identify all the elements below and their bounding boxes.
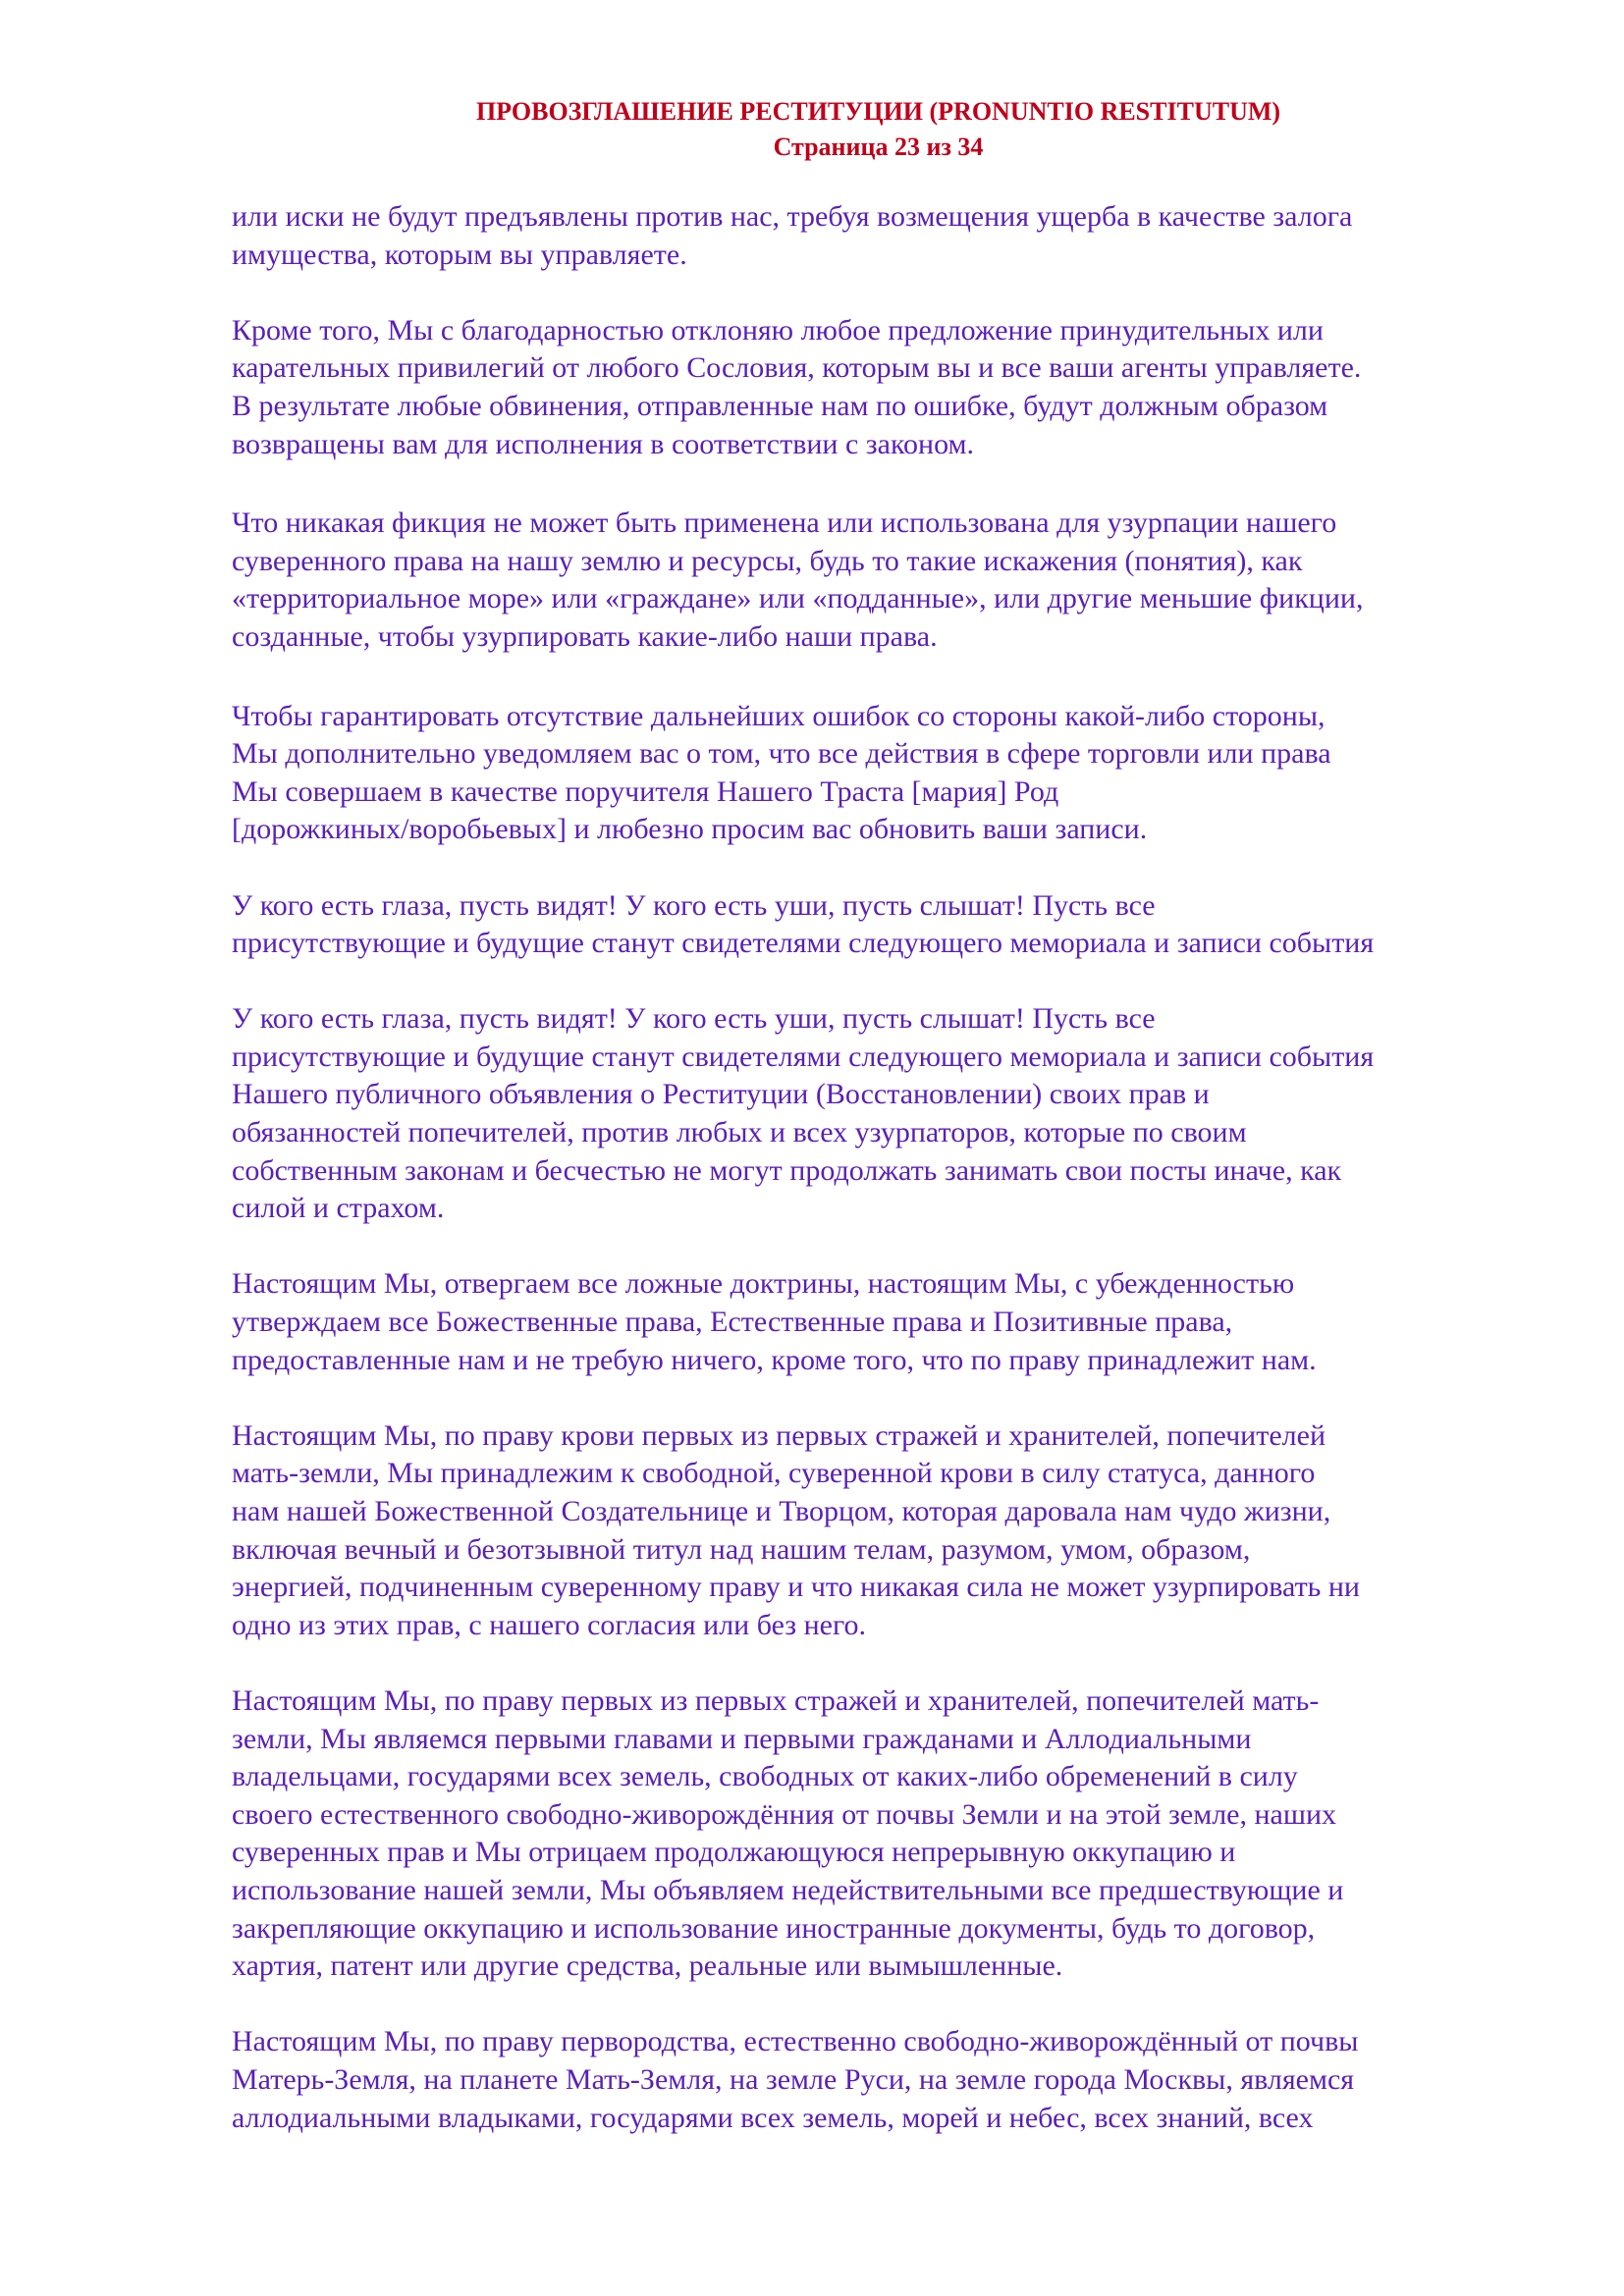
document-body	[232, 198, 1528, 2175]
page-header	[0, 94, 1624, 165]
page-number: Страница 23 из 34	[773, 133, 984, 161]
paragraph: Кроме того, Мы с благодарностью отклоняю любое предложение принудительных или карательных привилегий от любого Сословия, которым вы и все ваши агенты управляете. В результате любые обвинения, отправленные нам по ошибке, будут должным образом возвращены вам для исполнения в соответствии с законом.	[232, 313, 1362, 460]
paragraph: У кого есть глаза, пусть видят! У кого есть уши, пусть слышат! Пусть все присутствующие и будущие станут свидетелями следующего мемориала и записи события	[232, 888, 1375, 960]
paragraph: Настоящим Мы, по праву первых из первых стражей и хранителей, попечителей мать- земли, Мы являемся первыми главами и первыми гражданами и Аллодиальными владельцами, государями всех земель, свободных от каких-либо обременений в силу своего естественного свободно-живорождённия от почвы Земли и на этой земле, наших суверенных прав и Мы отрицаем продолжающуюся непрерывную оккупацию и использование нашей земли, Мы объявляем недействительными все предшествующие и закрепляющие оккупацию и использование иностранные документы, будь то договор, хартия, патент или другие средства, реальные или вымышленные.	[232, 1683, 1344, 1983]
document-title: ПРОВОЗГЛАШЕНИЕ РЕСТИТУЦИИ (PRONUNTIO RESTITUTUM)	[475, 97, 1281, 126]
paragraph: Чтобы гарантировать отсутствие дальнейших ошибок со стороны какой-либо стороны, Мы дополнительно уведомляем вас о том, что все действия в сфере торговли или права Мы совершаем в качестве поручителя Нашего Траста [мария] Род [дорожкиных/воробьевых] и любезно просим вас обновить ваши записи.	[232, 699, 1331, 846]
paragraph: Настоящим Мы, по праву первородства, естественно свободно-живорождённый от почвы Матерь-Земля, на планете Мать-Земля, на земле Руси, на земле города Москвы, являемся аллодиальными владыками, государями всех земель, морей и небес, всех знаний, всех	[232, 2025, 1359, 2134]
paragraph: Что никакая фикция не может быть применена или использована для узурпации нашего суверенного права на нашу землю и ресурсы, будь то такие искажения (понятия), как «территориальное море» или «граждане» или «подданные», или другие меньшие фикции, созданные, чтобы узурпировать какие-либо наши права.	[232, 507, 1364, 653]
paragraph: Настоящим Мы, отвергаем все ложные доктрины, настоящим Мы, с убежденностью утверждаем все Божественные права, Естественные права и Позитивные права, предоставленные нам и не требую ничего, кроме того, что по праву принадлежит нам.	[232, 1267, 1317, 1376]
paragraph: У кого есть глаза, пусть видят! У кого есть уши, пусть слышат! Пусть все присутствующие и будущие станут свидетелями следующего мемориала и записи события Нашего публичного объявления о Реституции (Восстановлении) своих прав и обязанностей попечителей, против любых и всех узурпаторов, которые по своим собственным законам и бесчестью не могут продолжать занимать свои посты иначе, как силой и страхом.	[232, 1002, 1375, 1225]
paragraph: Настоящим Мы, по праву крови первых из первых стражей и хранителей, попечителей мать-земли, Мы принадлежим к свободной, суверенной крови в силу статуса, данного нам нашей Божественной Создательнице и Творцом, которая даровала нам чудо жизни, включая вечный и безотзывной титул над нашим телам, разумом, умом, образом, энергией, подчиненным суверенному праву и что никакая сила не может узурпировать ни одно из этих прав, с нашего согласия или без него.	[232, 1418, 1360, 1641]
paragraph: или иски не будут предъявлены против нас, требуя возмещения ущерба в качестве залога имущества, которым вы управляете.	[232, 200, 1353, 271]
